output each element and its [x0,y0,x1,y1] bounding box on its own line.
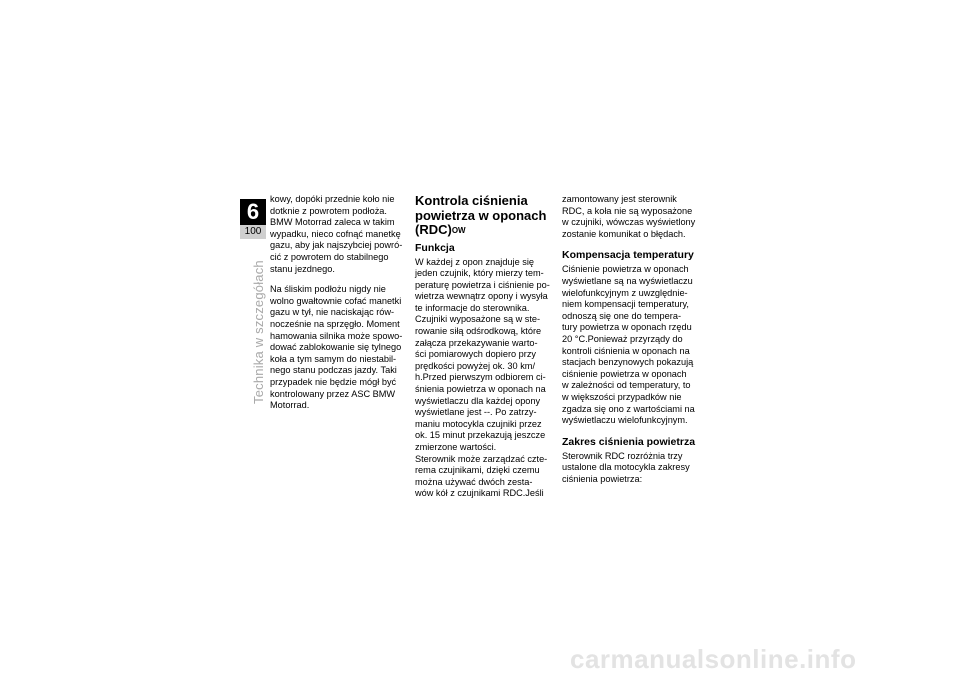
page-number: 100 [240,225,266,239]
chapter-number: 6 [246,199,260,224]
paragraph: Na śliskim podłożu nigdy nie wolno gwałtownie cofać manetki gazu w tył, nie naciskając rów- nocześnie na sprzęgło. Moment hamowania silnika może spowo- dować zablokowanie się tylnego koła a tym samym do niestabil- nego stanu podczas jazdy. Taki przypadek nie będzie mógł być kontrolowany przez ASC BMW Motorrad. [270,284,403,411]
chapter-tab [240,199,266,239]
subsection-heading: Funkcja [415,241,455,254]
paragraph: zamontowany jest sterownik RDC, a koła nie są wyposażone w czujniki, wówczas wyświetlony zostanie komunikat o błędach. [562,194,696,239]
text-column-1 [270,194,410,421]
paragraph: W każdej z opon znajduje się jeden czujnik, który mierzy tem- peraturę powietrza i ciśnienie po- wietrza wewnątrz opony i wysyła te informacje do sterownika. Czujniki wyposażone są w ste- rowanie siłą odśrodkową, które załącza przekazywanie warto- ści pomiarowych dopiero przy prędkości powyżej ok. 30 km/ h.Przed pierwszym odbiorem ci- śnienia powietrza w oponach na wyświetlaczu dla każdej opony wyświetlane jest --. Po zatrzy- maniu motocykla czujniki przez ok. 15 minut przekazują jeszcze zmierzone wartości. Sterownik może zarządzać czte- rema czujnikami, dzięki czemu można używać dwóch zesta- wów kół z czujnikami RDC.Jeśli [415,256,550,499]
section-heading-text: Kontrola ciśnienia powietrza w oponach (RDC) [415,193,547,237]
section-heading [415,194,555,238]
paragraph: kowy, dopóki przednie koło nie dotknie z powrotem podłoża. BMW Motorrad zaleca w takim wypadku, nieco cofnąć manetkę gazu, aby jak najszybciej powró- cić z powrotem do stabilnego stanu jezdnego. [270,194,403,274]
text-column-3 [562,194,707,494]
paragraph: Sterownik RDC rozróżnia trzy ustalone dla motocykla zakresy ciśnienia powietrza: [562,450,690,484]
heading-superscript: OW [451,226,466,235]
text-column-2 [415,194,555,509]
watermark: carmanualsonline.info [570,644,857,674]
chapter-side-title: Technika w szczegółach [251,260,266,404]
paragraph: Ciśnienie powietrza w oponach wyświetlane są na wyświetlaczu wielofunkcyjnym z uwzględnie- niem kompensacji temperatury, odnoszą się one do tempera- tury powietrza w oponach rzędu 20 °C.Ponieważ przyrządy do kontroli ciśnienia w oponach na stacjach benzynowych pokazują ciśnienie powietrza w oponach w zależności od temperatury, to w większości przypadków nie zgadza się ono z wartościami na wyświetlaczu wielofunkcyjnym. [562,264,695,426]
subsection-heading: Kompensacja temperatury [562,249,694,262]
subsection-heading: Zakres ciśnienia powietrza [562,435,696,448]
